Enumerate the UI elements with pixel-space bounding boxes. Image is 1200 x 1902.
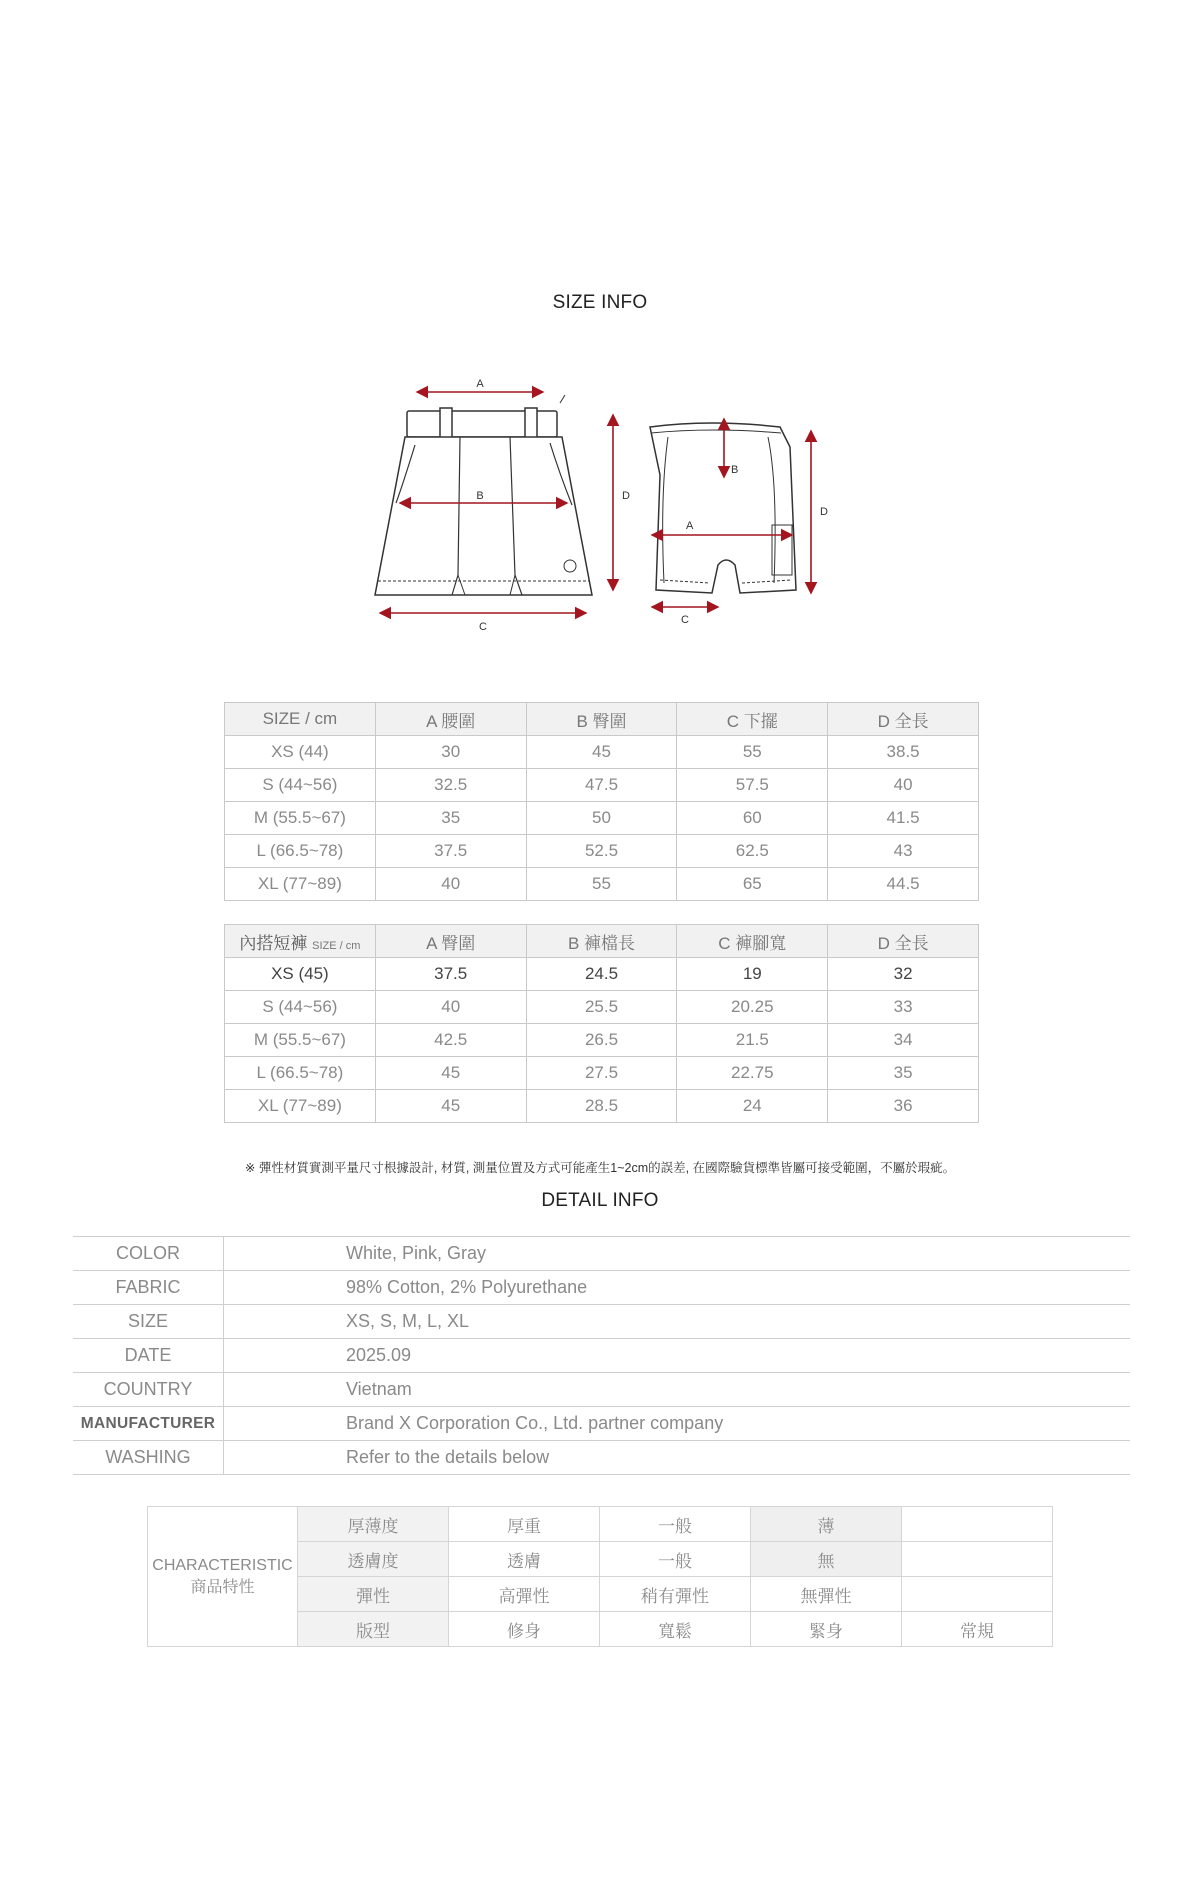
characteristic-option <box>902 1542 1053 1577</box>
detail-label: WASHING <box>73 1441 224 1475</box>
value-cell: 45 <box>526 736 677 769</box>
detail-value: XS, S, M, L, XL <box>224 1305 1131 1339</box>
shorts-label-d: D <box>820 506 828 518</box>
value-cell: 40 <box>375 868 526 901</box>
header-cell: D 全長 <box>828 703 979 736</box>
value-cell: 40 <box>828 769 979 802</box>
header-cell: A 腰圍 <box>375 703 526 736</box>
table-row <box>225 958 979 991</box>
value-cell: 43 <box>828 835 979 868</box>
value-cell: 30 <box>375 736 526 769</box>
corner-main: 內搭短褲 <box>239 933 308 953</box>
detail-info-title: DETAIL INFO <box>541 1190 659 1211</box>
size-cell: S (44~56) <box>225 769 376 802</box>
characteristic-row-label: 厚薄度 <box>298 1507 449 1542</box>
value-cell: 47.5 <box>526 769 677 802</box>
skirt-size-table <box>224 702 979 901</box>
header-cell: C 下擺 <box>677 703 828 736</box>
characteristic-option: 緊身 <box>751 1612 902 1647</box>
detail-label: COLOR <box>73 1237 224 1271</box>
value-cell: 25.5 <box>526 991 677 1024</box>
size-cell: L (66.5~78) <box>225 835 376 868</box>
shorts-label-b: B <box>731 464 739 476</box>
size-info-title: SIZE INFO <box>552 292 648 313</box>
value-cell: 52.5 <box>526 835 677 868</box>
detail-label: COUNTRY <box>73 1373 224 1407</box>
header-cell: C 褲腳寬 <box>677 925 828 958</box>
characteristic-option: 常規 <box>902 1612 1053 1647</box>
detail-value: Brand X Corporation Co., Ltd. partner company <box>224 1407 1131 1441</box>
table-row <box>225 736 979 769</box>
header-cell <box>225 925 376 958</box>
detail-row <box>73 1373 1130 1407</box>
value-cell: 55 <box>526 868 677 901</box>
value-cell: 38.5 <box>828 736 979 769</box>
characteristic-option: 寬鬆 <box>600 1612 751 1647</box>
skirt-label-d: D <box>622 490 630 502</box>
detail-row <box>73 1441 1130 1475</box>
shorts-size-table <box>224 924 979 1123</box>
value-cell: 20.25 <box>677 991 828 1024</box>
size-cell: M (55.5~67) <box>225 1024 376 1057</box>
value-cell: 44.5 <box>828 868 979 901</box>
detail-info-table <box>73 1236 1130 1475</box>
detail-row <box>73 1305 1130 1339</box>
table-header-row <box>225 925 979 958</box>
detail-value: White, Pink, Gray <box>224 1237 1131 1271</box>
characteristic-option: 修身 <box>449 1612 600 1647</box>
table-row <box>225 1090 979 1123</box>
detail-value: 2025.09 <box>224 1339 1131 1373</box>
value-cell: 42.5 <box>375 1024 526 1057</box>
measurement-note: ※ 彈性材質實測平量尺寸根據設計, 材質, 測量位置及方式可能產生1~2cm的誤差, 在國際驗貨標準皆屬可接受範圍，不屬於瑕疵。 <box>244 1161 956 1175</box>
value-cell: 45 <box>375 1090 526 1123</box>
characteristic-option: 高彈性 <box>449 1577 600 1612</box>
table-row <box>225 991 979 1024</box>
header-cell: B 臀圍 <box>526 703 677 736</box>
value-cell: 40 <box>375 991 526 1024</box>
value-cell: 34 <box>828 1024 979 1057</box>
header-cell: D 全長 <box>828 925 979 958</box>
value-cell: 27.5 <box>526 1057 677 1090</box>
characteristic-label-zh: 商品特性 <box>190 1578 255 1596</box>
header-cell: A 臀圍 <box>375 925 526 958</box>
shorts-label-c: C <box>681 614 689 626</box>
value-cell: 50 <box>526 802 677 835</box>
detail-row <box>73 1271 1130 1305</box>
characteristic-option: 透膚 <box>449 1542 600 1577</box>
characteristic-row-label: 彈性 <box>298 1577 449 1612</box>
characteristic-option: 無 <box>751 1542 902 1577</box>
detail-row <box>73 1339 1130 1373</box>
value-cell: 37.5 <box>375 835 526 868</box>
characteristic-option: 一般 <box>600 1507 751 1542</box>
value-cell: 24.5 <box>526 958 677 991</box>
characteristic-option: 薄 <box>751 1507 902 1542</box>
header-cell: B 褲檔長 <box>526 925 677 958</box>
characteristic-option: 厚重 <box>449 1507 600 1542</box>
detail-row <box>73 1237 1130 1271</box>
value-cell: 62.5 <box>677 835 828 868</box>
size-cell: S (44~56) <box>225 991 376 1024</box>
value-cell: 35 <box>828 1057 979 1090</box>
characteristic-option: 稍有彈性 <box>600 1577 751 1612</box>
detail-value: 98% Cotton, 2% Polyurethane <box>224 1271 1131 1305</box>
value-cell: 37.5 <box>375 958 526 991</box>
skirt-label-b: B <box>476 490 484 502</box>
characteristic-heading <box>148 1507 298 1647</box>
detail-row <box>73 1407 1130 1441</box>
table-row <box>225 769 979 802</box>
value-cell: 41.5 <box>828 802 979 835</box>
table-row <box>225 1024 979 1057</box>
characteristic-label-en: CHARACTERISTIC <box>152 1556 293 1574</box>
shorts-diagram <box>650 423 796 593</box>
corner-small: SIZE / cm <box>312 939 361 952</box>
characteristic-option: 無彈性 <box>751 1577 902 1612</box>
table-row <box>225 802 979 835</box>
value-cell: 19 <box>677 958 828 991</box>
value-cell: 60 <box>677 802 828 835</box>
size-cell: L (66.5~78) <box>225 1057 376 1090</box>
value-cell: 57.5 <box>677 769 828 802</box>
size-cell: XL (77~89) <box>225 868 376 901</box>
value-cell: 32 <box>828 958 979 991</box>
size-cell: M (55.5~67) <box>225 802 376 835</box>
characteristic-option <box>902 1577 1053 1612</box>
size-cell: XS (45) <box>225 958 376 991</box>
value-cell: 24 <box>677 1090 828 1123</box>
value-cell: 45 <box>375 1057 526 1090</box>
detail-value: Refer to the details below <box>224 1441 1131 1475</box>
detail-label: DATE <box>73 1339 224 1373</box>
size-cell: XL (77~89) <box>225 1090 376 1123</box>
detail-label: FABRIC <box>73 1271 224 1305</box>
value-cell: 22.75 <box>677 1057 828 1090</box>
header-cell: SIZE / cm <box>225 703 376 736</box>
characteristic-row <box>148 1507 1053 1542</box>
value-cell: 21.5 <box>677 1024 828 1057</box>
characteristic-row-label: 版型 <box>298 1612 449 1647</box>
characteristic-table <box>147 1506 1053 1647</box>
size-diagrams <box>360 375 850 655</box>
detail-value: Vietnam <box>224 1373 1131 1407</box>
characteristic-option: 一般 <box>600 1542 751 1577</box>
shorts-label-a: A <box>686 520 694 532</box>
value-cell: 36 <box>828 1090 979 1123</box>
table-row <box>225 868 979 901</box>
detail-label: SIZE <box>73 1305 224 1339</box>
detail-label: MANUFACTURER <box>73 1407 224 1441</box>
size-cell: XS (44) <box>225 736 376 769</box>
table-row <box>225 835 979 868</box>
value-cell: 35 <box>375 802 526 835</box>
value-cell: 33 <box>828 991 979 1024</box>
value-cell: 32.5 <box>375 769 526 802</box>
table-header-row <box>225 703 979 736</box>
characteristic-row-label: 透膚度 <box>298 1542 449 1577</box>
value-cell: 65 <box>677 868 828 901</box>
skirt-label-a: A <box>476 378 484 390</box>
value-cell: 55 <box>677 736 828 769</box>
value-cell: 26.5 <box>526 1024 677 1057</box>
value-cell: 28.5 <box>526 1090 677 1123</box>
skirt-label-c: C <box>479 621 487 633</box>
table-row <box>225 1057 979 1090</box>
characteristic-option <box>902 1507 1053 1542</box>
